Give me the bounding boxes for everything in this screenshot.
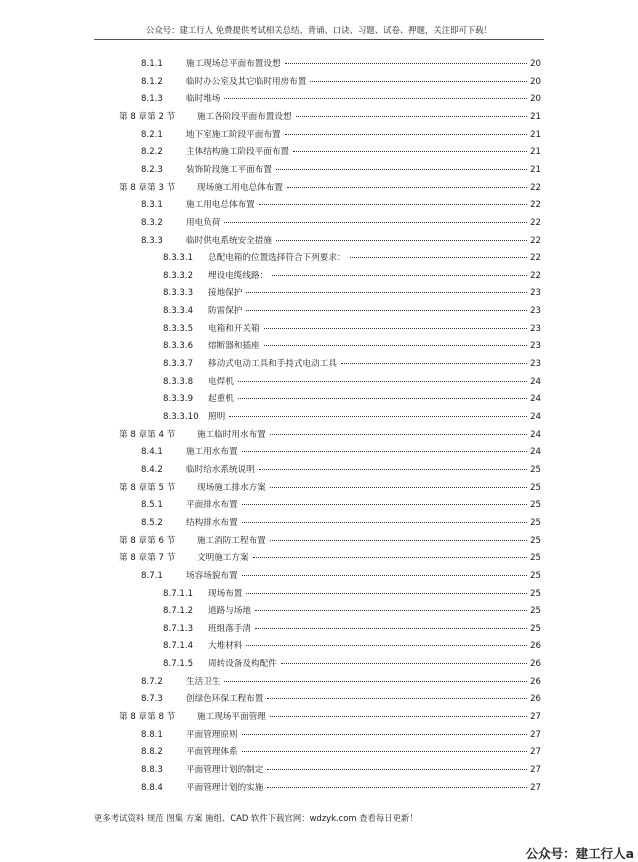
toc-entry-number: 第 8 章第 3 节 [119, 182, 176, 193]
toc-entry-title: 电箱和开关箱 [208, 323, 260, 334]
toc-leader-dots [242, 451, 527, 452]
toc-entry-page: 24 [530, 376, 541, 387]
toc-entry-page: 21 [530, 129, 541, 140]
toc-entry[interactable] [141, 76, 541, 88]
toc-leader-dots [267, 698, 527, 699]
toc-entry[interactable] [119, 482, 541, 494]
toc-leader-dots [238, 381, 527, 382]
toc-entry[interactable] [141, 570, 541, 582]
toc-leader-dots [242, 751, 527, 752]
toc-entry-page: 23 [530, 306, 541, 317]
toc-entry-page: 22 [530, 182, 541, 193]
toc-leader-dots [242, 575, 527, 576]
toc-entry-number: 8.1.3 [141, 94, 163, 105]
toc-entry[interactable] [141, 517, 541, 529]
toc-entry[interactable] [163, 658, 541, 670]
toc-leader-dots [246, 645, 527, 646]
toc-entry-number: 8.3.3.1 [163, 253, 194, 264]
toc-entry[interactable] [141, 199, 541, 211]
toc-entry-number: 第 8 章第 4 节 [119, 429, 176, 440]
toc-leader-dots [259, 469, 527, 470]
toc-entry[interactable] [141, 676, 541, 688]
toc-entry-title: 平面管理体系 [186, 747, 238, 758]
toc-entry-page: 26 [530, 659, 541, 670]
toc-entry-title: 装饰阶段施工平面布置 [186, 164, 272, 175]
toc-entry-number: 8.3.3.9 [163, 394, 194, 405]
toc-leader-dots [242, 522, 527, 523]
toc-leader-dots [276, 240, 527, 241]
toc-entry[interactable] [163, 270, 541, 282]
toc-leader-dots [270, 487, 527, 488]
toc-entry-title: 移动式电动工具和手持式电动工具 [208, 359, 337, 370]
toc-entry-number: 第 8 章第 6 节 [119, 535, 176, 546]
toc-entry[interactable] [141, 129, 541, 141]
toc-entry[interactable] [141, 235, 541, 247]
toc-entry-page: 26 [530, 694, 541, 705]
toc-entry-number: 8.8.1 [141, 729, 163, 740]
toc-entry-page: 22 [530, 270, 541, 281]
toc-entry-page: 26 [530, 676, 541, 687]
toc-entry-number: 8.3.3 [141, 235, 163, 246]
toc-leader-dots [246, 292, 527, 293]
toc-leader-dots [276, 169, 527, 170]
toc-leader-dots [242, 504, 527, 505]
toc-leader-dots [341, 363, 527, 364]
toc-entry[interactable] [163, 411, 541, 423]
toc-entry[interactable] [141, 164, 541, 176]
toc-entry-number: 8.2.3 [141, 164, 163, 175]
toc-entry-page: 27 [530, 782, 541, 793]
toc-leader-dots [267, 769, 527, 770]
toc-entry-number: 8.3.3.6 [163, 341, 194, 352]
toc-entry-title: 施工现场平面管理 [197, 712, 266, 723]
toc-entry[interactable] [119, 552, 541, 564]
toc-entry-number: 8.8.4 [141, 782, 163, 793]
toc-leader-dots [285, 134, 527, 135]
toc-entry-page: 25 [530, 517, 541, 528]
toc-entry-number: 8.7.2 [141, 676, 163, 687]
toc-entry-title: 生活卫生 [186, 676, 221, 687]
toc-entry-title: 临时给水系统说明 [186, 464, 255, 475]
toc-entry-title: 平面管理原则 [186, 729, 238, 740]
toc-entry-title: 总配电箱的位置选择符合下列要求： [208, 253, 346, 264]
toc-entry-title: 现场施工用电总体布置 [197, 182, 283, 193]
toc-entry[interactable] [141, 446, 541, 458]
toc-entry[interactable] [163, 640, 541, 652]
toc-entry-number: 8.3.3.8 [163, 376, 194, 387]
toc-leader-dots [246, 593, 527, 594]
toc-entry[interactable] [163, 323, 541, 335]
toc-entry[interactable] [141, 146, 541, 158]
toc-entry-number: 8.1.2 [141, 76, 163, 87]
toc-entry-page: 20 [530, 76, 541, 87]
toc-entry-page: 21 [530, 111, 541, 122]
toc-entry-number: 8.5.1 [141, 500, 163, 511]
toc-entry-title: 班组落手清 [208, 623, 251, 634]
toc-entry-page: 23 [530, 323, 541, 334]
toc-entry-number: 第 8 章第 5 节 [119, 482, 176, 493]
toc-entry[interactable] [163, 305, 541, 317]
toc-entry-page: 22 [530, 235, 541, 246]
toc-entry-title: 用电负荷 [186, 217, 221, 228]
toc-entry-page: 25 [530, 464, 541, 475]
toc-leader-dots [287, 187, 527, 188]
toc-leader-dots [293, 151, 527, 152]
toc-entry-number: 8.7.3 [141, 694, 163, 705]
toc-leader-dots [350, 257, 527, 258]
toc-entry-page: 22 [530, 253, 541, 264]
toc-entry[interactable] [141, 217, 541, 229]
toc-leader-dots [281, 663, 527, 664]
toc-entry-page: 23 [530, 359, 541, 370]
toc-leader-dots [270, 434, 527, 435]
toc-entry[interactable] [119, 429, 541, 441]
toc-entry[interactable] [119, 111, 541, 123]
toc-leader-dots [224, 222, 527, 223]
toc-entry-number: 8.1.1 [141, 59, 163, 69]
toc-entry[interactable] [163, 623, 541, 635]
toc-leader-dots [224, 681, 527, 682]
toc-entry-title: 埋设电缆线路： [208, 270, 269, 281]
toc-entry-title: 接地保护 [208, 288, 243, 299]
toc-entry-page: 25 [530, 588, 541, 599]
toc-entry-number: 8.3.3.10 [163, 412, 199, 422]
toc-entry-page: 25 [530, 535, 541, 546]
toc-entry-title: 现场施工排水方案 [197, 482, 266, 493]
toc-entry-number: 8.2.1 [141, 129, 163, 140]
toc-entry-title: 大堆材料 [208, 641, 243, 652]
toc-leader-dots [255, 628, 527, 629]
toc-entry[interactable] [141, 782, 541, 794]
toc-entry[interactable] [141, 729, 541, 741]
toc-entry[interactable] [163, 340, 541, 352]
toc-entry-page: 22 [530, 217, 541, 228]
toc-entry-number: 8.3.3.3 [163, 288, 194, 299]
toc-entry-number: 8.3.3.2 [163, 270, 194, 281]
toc-leader-dots [255, 610, 527, 611]
toc-entry[interactable] [163, 287, 541, 299]
toc-entry-title: 周转设备及构配件 [208, 659, 277, 670]
toc-entry[interactable] [163, 376, 541, 388]
toc-entry-page: 25 [530, 482, 541, 493]
toc-entry-number: 8.3.3.4 [163, 306, 194, 317]
toc-entry[interactable] [141, 499, 541, 511]
toc-entry-title: 施工现场总平面布置设想 [186, 59, 281, 69]
toc-entry[interactable] [141, 58, 541, 70]
toc-entry[interactable] [141, 693, 541, 705]
toc-leader-dots [264, 328, 527, 329]
toc-entry-number: 8.4.1 [141, 447, 163, 458]
toc-entry[interactable] [141, 93, 541, 105]
toc-entry-number: 8.7.1.1 [163, 588, 194, 599]
toc-entry[interactable] [119, 182, 541, 194]
toc-leader-dots [270, 540, 527, 541]
toc-entry-title: 照明 [208, 412, 226, 422]
toc-entry-page: 21 [530, 147, 541, 158]
toc-leader-dots [246, 310, 527, 311]
toc-entry-title: 平面排水布置 [186, 500, 238, 511]
toc-entry-number: 8.5.2 [141, 517, 163, 528]
toc-entry-title: 施工各阶段平面布置设想 [197, 111, 292, 122]
toc-entry-title: 文明施工方案 [197, 553, 249, 564]
toc-entry-page: 20 [530, 94, 541, 105]
toc-leader-dots [238, 398, 527, 399]
toc-entry-page: 26 [530, 641, 541, 652]
toc-entry-title: 创绿色环保工程布置 [186, 694, 264, 705]
toc-leader-dots [272, 275, 527, 276]
toc-entry[interactable] [141, 746, 541, 758]
toc-entry-page: 21 [530, 164, 541, 175]
toc-entry[interactable] [163, 252, 541, 264]
toc-leader-dots [229, 416, 527, 417]
toc-entry[interactable] [119, 535, 541, 547]
toc-entry-number: 第 8 章第 7 节 [119, 553, 176, 564]
toc-entry-title: 主体结构施工阶段平面布置 [186, 147, 290, 158]
page-header: 公众号：建工行人 免费提供考试相关总结、背诵、口诀、习题、试卷、押题，关注即可下载！ [145, 25, 493, 35]
watermark: 公众号：建工行人a [525, 846, 634, 861]
toc-entry[interactable] [163, 605, 541, 617]
toc-leader-dots [267, 787, 527, 788]
toc-entry-number: 8.7.1 [141, 570, 163, 581]
toc-entry[interactable] [163, 393, 541, 405]
toc-entry-page: 25 [530, 570, 541, 581]
toc-entry-page: 24 [530, 394, 541, 405]
toc-entry-page: 25 [530, 553, 541, 564]
toc-entry-title: 结构排水布置 [186, 517, 238, 528]
toc-entry-page: 24 [530, 447, 541, 458]
toc-entry-title: 地下室施工阶段平面布置 [186, 129, 281, 140]
toc-leader-dots [270, 716, 527, 717]
toc-entry-page: 23 [530, 288, 541, 299]
toc-entry-title: 场容场貌布置 [186, 570, 238, 581]
toc-leader-dots [285, 63, 527, 64]
toc-entry-number: 8.7.1.5 [163, 659, 194, 670]
toc-entry-title: 防雷保护 [208, 306, 243, 317]
toc-entry-title: 平面管理计划的制定 [186, 765, 264, 775]
toc-entry-number: 第 8 章第 2 节 [119, 111, 176, 122]
page-footer: 更多考试资料 规范 图集 方案 施组、CAD 软件下载官网：wdzyk.com 查看每日更新！ [94, 813, 418, 823]
toc-entry-page: 25 [530, 623, 541, 634]
toc-entry-number: 8.7.1.4 [163, 641, 194, 652]
toc-leader-dots [253, 557, 527, 558]
toc-entry-page: 25 [530, 606, 541, 617]
toc-entry-number: 8.7.1.2 [163, 606, 194, 617]
toc-entry-title: 现场布置 [208, 588, 243, 599]
toc-entry-title: 施工用电总体布置 [186, 200, 255, 211]
toc-leader-dots [242, 734, 527, 735]
toc-entry-title: 平面管理计划的实施 [186, 782, 264, 793]
toc-entry-title: 临时办公室及其它临时用房布置 [186, 76, 307, 87]
toc-entry-page: 27 [530, 729, 541, 740]
toc-entry-number: 第 8 章第 8 节 [119, 712, 176, 723]
toc-entry-number: 8.3.3.7 [163, 359, 194, 370]
toc-leader-dots [310, 81, 527, 82]
toc-entry[interactable] [163, 588, 541, 600]
toc-entry-page: 23 [530, 341, 541, 352]
toc-entry-page: 25 [530, 500, 541, 511]
toc-leader-dots [259, 204, 527, 205]
toc-entry-number: 8.4.2 [141, 464, 163, 475]
toc-entry[interactable] [141, 464, 541, 476]
toc-entry-page: 24 [530, 429, 541, 440]
toc-entry-page: 20 [530, 59, 541, 69]
toc-entry-title: 施工用水布置 [186, 447, 238, 458]
toc-entry-number: 8.3.2 [141, 217, 163, 228]
toc-entry-title: 施工临时用水布置 [197, 429, 266, 440]
toc-entry-number: 8.3.1 [141, 200, 163, 211]
toc-leader-dots [296, 116, 527, 117]
toc-entry-title: 临时堆场 [186, 94, 221, 105]
toc-entry-page: 22 [530, 200, 541, 211]
toc-entry[interactable] [141, 764, 541, 776]
toc-entry-page: 27 [530, 765, 541, 775]
toc-leader-dots [264, 345, 527, 346]
toc-entry-number: 8.8.3 [141, 765, 163, 775]
toc-entry-number: 8.2.2 [141, 147, 163, 158]
toc-entry-title: 施工消防工程布置 [197, 535, 266, 546]
header-rule [94, 39, 544, 40]
toc-entry-title: 起重机 [208, 394, 234, 405]
toc-entry-title: 熔断器和插座 [208, 341, 260, 352]
toc-entry[interactable] [163, 358, 541, 370]
toc-entry-page: 24 [530, 412, 541, 422]
toc-entry-number: 8.3.3.5 [163, 323, 194, 334]
toc-entry-title: 临时供电系统安全措施 [186, 235, 272, 246]
toc-entry-title: 道路与场地 [208, 606, 251, 617]
toc-leader-dots [224, 98, 527, 99]
toc-entry-number: 8.7.1.3 [163, 623, 194, 634]
toc-entry-page: 27 [530, 712, 541, 723]
toc-entry[interactable] [119, 711, 541, 723]
toc-entry-title: 电焊机 [208, 376, 234, 387]
toc-entry-number: 8.8.2 [141, 747, 163, 758]
toc-entry-page: 27 [530, 747, 541, 758]
